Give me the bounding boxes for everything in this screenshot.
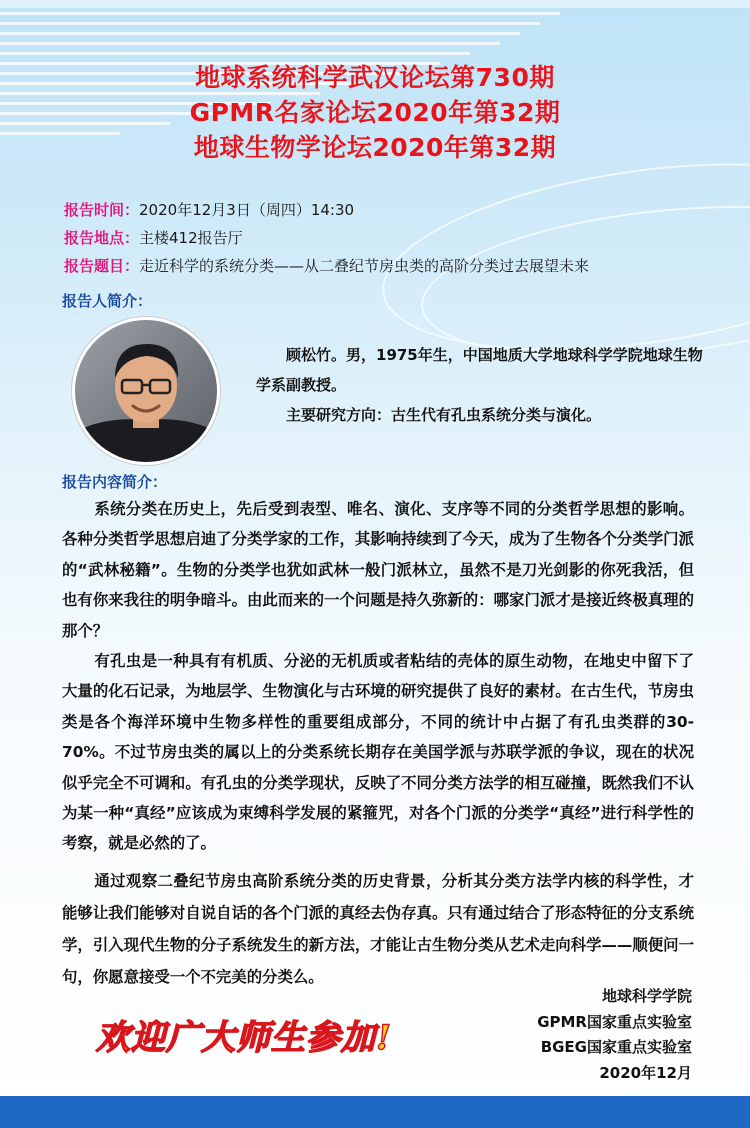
speaker-heading: 报告人简介： [62,292,153,310]
speaker-research-text: 主要研究方向：古生代有孔虫系统分类与演化。 [286,406,602,424]
report-time-label: 报告时间： [64,201,140,219]
report-place-row [64,224,714,252]
top-strip [0,0,750,8]
welcome-slogan: 欢迎广大师生参加! [96,1018,392,1058]
report-info [64,196,714,280]
organizer-date: 2020年12月 [599,1063,692,1082]
report-topic-label: 报告题目： [64,257,140,275]
speaker-photo [72,317,220,465]
content-paragraph-1: 系统分类在历史上，先后受到表型、唯名、演化、支序等不同的分类哲学思想的影响。各种分类哲学思想启迪了分类学家的工作，其影响持续到了今天，成为了生物各个分类学门派的“武林秘籍”。生物的分类学也犹如武林一般门派林立，虽然不是刀光剑影的你死我活，但也有你来我往的明争暗斗。由此而来的一个问题是持久弥新的：哪家门派才是接近终极真理的那个？ [62,500,694,640]
organizer-line-2: GPMR国家重点实验室 [537,1012,692,1031]
organizer-line-3: BGEG国家重点实验室 [540,1038,692,1056]
report-topic-value: 走近科学的系统分类——从二叠纪节房虫类的高阶分类过去展望未来 [139,257,590,275]
content-paragraph-3: 通过观察二叠纪节房虫高阶系统分类的历史背景，分析其分类方法学内核的科学性，才能够让我们能够对自说自话的各个门派的真经去伪存真。只有通过结合了形态特征的分支系统学，引入现代生物的分子系统发生的新方法，才能让古生物分类从艺术走向科学——顺便问一句，你愿意接受一个不完美的分类么。 [62,871,694,986]
organizer-line-1: 地球科学学院 [601,987,692,1005]
content-body [62,494,694,993]
title-block [0,60,750,165]
speaker-portrait-icon [75,320,217,462]
bottom-bar [0,1096,750,1128]
organizer-signature [537,984,692,1086]
report-time-row [64,196,714,224]
report-place-value: 主楼412报告厅 [139,229,243,247]
title-line-1: 地球系统科学武汉论坛第730期 [195,63,555,92]
speaker-bio [256,340,706,430]
title-line-3: 地球生物学论坛2020年第32期 [193,133,557,162]
report-time-value: 2020年12月3日（周四）14:30 [139,201,355,219]
report-place-label: 报告地点： [64,229,140,247]
speaker-bio-text: 顾松竹。男，1975年生，中国地质大学地球科学学院地球生物学系副教授。 [256,346,703,394]
report-topic-row [64,252,714,280]
title-line-2: GPMR名家论坛2020年第32期 [189,98,561,127]
content-heading: 报告内容简介： [62,473,168,491]
content-paragraph-2: 有孔虫是一种具有有机质、分泌的无机质或者粘结的壳体的原生动物，在地史中留下了大量的化石记录，为地层学、生物演化与古环境的研究提供了良好的素材。在古生代，节房虫类是各个海洋环境中生物多样性的重要组成部分，不同的统计中占据了有孔虫类群的30-70%。不过节房虫类的属以上的分类系统长期存在美国学派与苏联学派的争议，现在的状况似乎完全不可调和。有孔虫的分类学现状，反映了不同分类方法学的相互碰撞，既然我们不认为某一种“真经”应该成为束缚科学发展的紧箍咒，对各个门派的分类学“真经”进行科学性的考察，就是必然的了。 [62,652,694,853]
